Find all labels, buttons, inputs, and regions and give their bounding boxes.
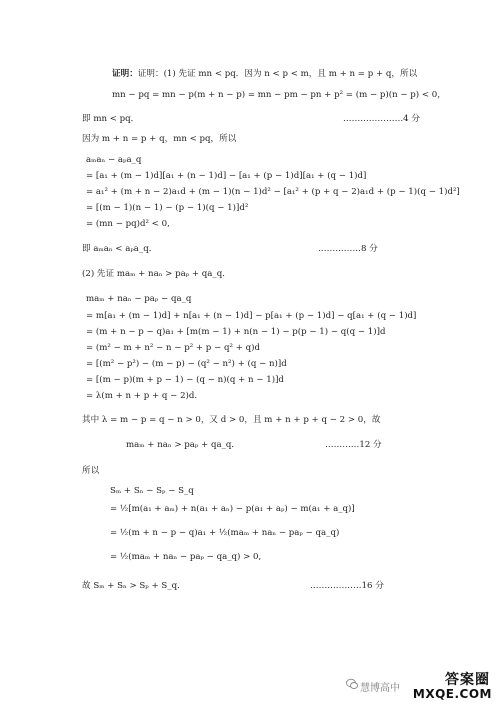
result-line: maₘ + naₙ > paₚ + qa_q． [126,440,240,450]
wechat-icon [346,678,358,690]
equation-line: = λ(m + n + p + q − 2)d. [86,391,198,401]
paragraph-intro: 所以 [82,466,100,476]
paragraph-intro: 因为 m + n = p + q，mn < pq，所以 [82,134,237,144]
score-mark: ……………8 分 [318,244,378,254]
site-logo-title: 答案圈 [445,672,490,688]
equation-line: = ½(m + n − p − q)a₁ + ½(maₘ + naₙ − paₚ − qa_q) [110,528,340,538]
equation-line: = [(m − 1)(n − 1) − (p − 1)(q − 1)]d² [86,203,249,213]
equation-line: = a₁² + (m + n − 2)a₁d + (m − 1)(n − 1)d² − [a₁² + (p + q − 2)a₁d + (p − 1)(q − 1)d²] [86,187,460,197]
paragraph-intro: (2) 先证 maₘ + naₙ > paₚ + qa_q． [82,269,231,279]
equation-line: = m[a₁ + (m − 1)d] + n[a₁ + (n − 1)d] − p[a₁ + (p − 1)d] − q[a₁ + (q − 1)d] [86,311,417,321]
equation-line: Sₘ + Sₙ − Sₚ − S_q [110,486,194,496]
equation-line: = (m² − m + n² − n − p² + p − q² + q)d [86,343,260,353]
equation-line: = ½[m(a₁ + aₘ) + n(a₁ + aₙ) − p(a₁ + aₚ) − m(a₁ + a_q)] [110,504,355,514]
equation-line: = (m + n − p − q)a₁ + [m(m − 1) + n(n − 1) − p(p − 1) − q(q − 1)]d [86,327,386,337]
proof-intro-text: 证明：(1) 先证 mn < pq．因为 n < p < m，且 m + n = p + q，所以 [137,69,418,79]
proof-intro [112,68,417,80]
equation-line: = [a₁ + (m − 1)d][a₁ + (n − 1)d] − [a₁ + (p − 1)d][a₁ + (q − 1)d] [86,171,367,181]
watermark [346,669,494,703]
equation-line: maₘ + naₙ − paₚ − qa_q [86,294,192,304]
result-line: 即 mn < pq． [82,114,140,124]
equation-line: aₘaₙ − aₚa_q [86,155,142,165]
score-mark: …………12 分 [325,440,382,450]
score-mark: ………………16 分 [310,581,384,591]
equation-line: = [(m² − p²) − (m − p) − (q² − n²) + (q − n)]d [86,359,287,369]
equation-line: = [(m − p)(m + p − 1) − (q − n)(q + n − 1)]d [86,375,284,385]
score-mark: …………………4 分 [343,114,420,124]
site-logo-domain: MXQE.COM [412,687,492,701]
proof-label: 证明： [112,69,138,79]
site-logo [412,669,494,703]
equation-line: mn − pq = mn − p(m + n − p) = mn − pm − pn + p² = (m − p)(n − p) < 0， [112,90,446,100]
equation-line: = (mn − pq)d² < 0, [86,219,170,229]
result-line: 即 aₘaₙ < aₚa_q． [82,244,158,254]
paragraph-text: 其中 λ = m − p = q − n > 0，又 d > 0，且 m + n + p + q − 2 > 0，故 [82,415,381,425]
equation-line: = ½(maₘ + naₙ − paₚ − qa_q) > 0, [110,552,262,562]
watermark-account: 慧博高中 [360,683,400,694]
result-line: 故 Sₘ + Sₙ > Sₚ + S_q． [82,581,186,591]
